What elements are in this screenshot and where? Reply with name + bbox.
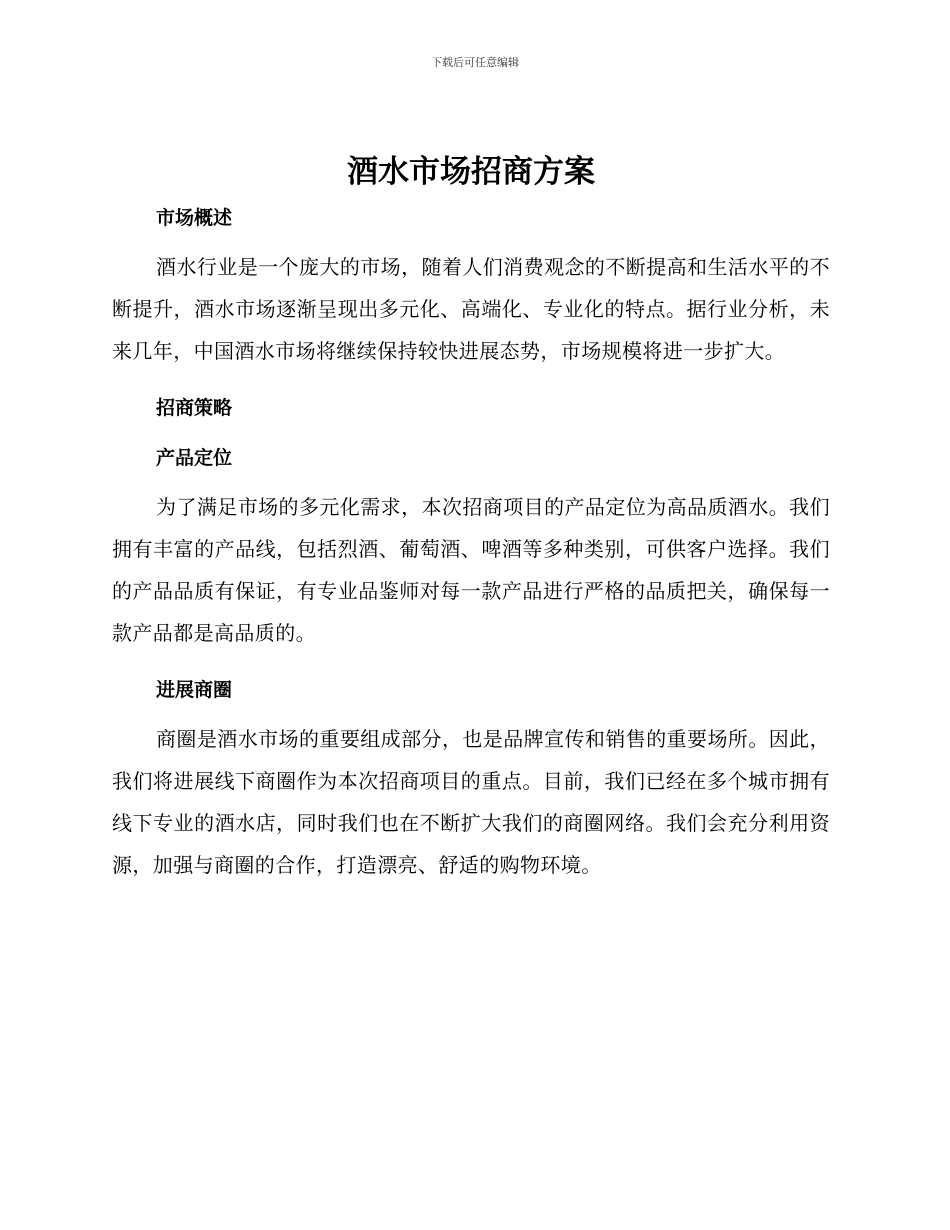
- section-heading-business-district: 进展商圈: [156, 679, 233, 701]
- section-heading-strategy: 招商策略: [156, 397, 233, 419]
- spacer: [112, 422, 830, 444]
- section-heading-product-positioning: 产品定位: [156, 447, 233, 469]
- spacer: [112, 232, 830, 246]
- spacer: [112, 372, 830, 394]
- section-paragraph-business-district: 商圈是酒水市场的重要组成部分，也是品牌宣传和销售的重要场所。因此，我们将进展线下商圈作为本次招商项目的重点。目前，我们已经在多个城市拥有线下专业的酒水店，同时我们也在不断扩大我们的商圈网络。我们会充分利用资源，加强与商圈的合作，打造漂亮、舒适的购物环境。: [112, 727, 830, 877]
- section-paragraph-market-overview: 酒水行业是一个庞大的市场，随着人们消费观念的不断提高和生活水平的不断提升，酒水市场逐渐呈现出多元化、高端化、专业化的特点。据行业分析，未来几年，中国酒水市场将继续保持较快进展态势，市场规模将进一步扩大。: [112, 255, 830, 363]
- section-heading-market-overview: 市场概述: [156, 207, 233, 229]
- page-header-note: 下载后可任意编辑: [431, 56, 519, 69]
- spacer: [112, 654, 830, 676]
- document-body: [112, 150, 830, 886]
- spacer: [112, 194, 830, 204]
- section-paragraph-product-positioning: 为了满足市场的多元化需求，本次招商项目的产品定位为高品质酒水。我们拥有丰富的产品线，包括烈酒、葡萄酒、啤酒等多种类别，可供客户选择。我们的产品品质有保证，有专业品鉴师对每一款产品进行严格的品质把关，确保每一款产品都是高品质的。: [112, 495, 830, 645]
- spacer: [112, 704, 830, 718]
- spacer: [112, 472, 830, 486]
- document-title: 酒水市场招商方案: [347, 154, 595, 190]
